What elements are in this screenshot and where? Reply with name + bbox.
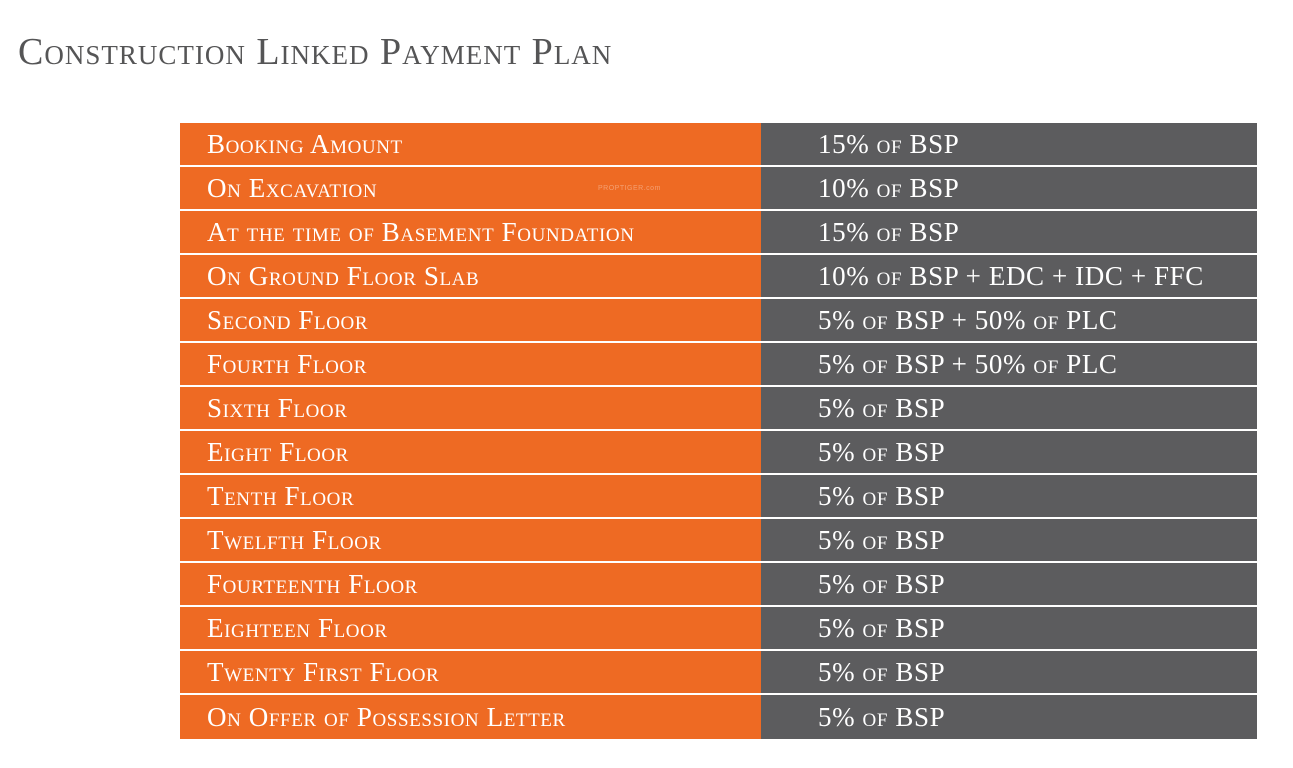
payment-cell: 5% of BSP bbox=[761, 606, 1257, 650]
stage-cell: Twelfth Floor bbox=[180, 518, 761, 562]
payment-cell: 15% of BSP bbox=[761, 210, 1257, 254]
stage-cell: Eighteen Floor bbox=[180, 606, 761, 650]
payment-plan-table bbox=[180, 123, 1257, 739]
payment-cell: 5% of BSP bbox=[761, 562, 1257, 606]
payment-cell: 5% of BSP + 50% of PLC bbox=[761, 298, 1257, 342]
stage-cell: Sixth Floor bbox=[180, 386, 761, 430]
table-row bbox=[180, 474, 1257, 518]
payment-cell: 5% of BSP + 50% of PLC bbox=[761, 342, 1257, 386]
table-row bbox=[180, 123, 1257, 166]
payment-cell: 5% of BSP bbox=[761, 430, 1257, 474]
stage-cell: Tenth Floor bbox=[180, 474, 761, 518]
table-row bbox=[180, 694, 1257, 739]
payment-cell: 5% of BSP bbox=[761, 518, 1257, 562]
stage-cell: Twenty First Floor bbox=[180, 650, 761, 694]
stage-cell: Second Floor bbox=[180, 298, 761, 342]
payment-cell: 5% of BSP bbox=[761, 386, 1257, 430]
table-row bbox=[180, 562, 1257, 606]
stage-cell: At the time of Basement Foundation bbox=[180, 210, 761, 254]
payment-plan-rows bbox=[180, 123, 1257, 739]
payment-cell: 10% of BSP bbox=[761, 166, 1257, 210]
stage-cell: On Excavation bbox=[180, 166, 761, 210]
stage-cell: Booking Amount bbox=[180, 123, 761, 166]
stage-cell: On Ground Floor Slab bbox=[180, 254, 761, 298]
table-row bbox=[180, 606, 1257, 650]
stage-cell: Eight Floor bbox=[180, 430, 761, 474]
payment-cell: 5% of BSP bbox=[761, 694, 1257, 739]
table-row bbox=[180, 210, 1257, 254]
table-row bbox=[180, 342, 1257, 386]
stage-cell: Fourteenth Floor bbox=[180, 562, 761, 606]
stage-cell: Fourth Floor bbox=[180, 342, 761, 386]
stage-cell: On Offer of Possession Letter bbox=[180, 694, 761, 739]
payment-cell: 10% of BSP + EDC + IDC + FFC bbox=[761, 254, 1257, 298]
table-row bbox=[180, 430, 1257, 474]
table-row bbox=[180, 298, 1257, 342]
payment-cell: 5% of BSP bbox=[761, 650, 1257, 694]
table-row bbox=[180, 386, 1257, 430]
table-row bbox=[180, 254, 1257, 298]
table-row bbox=[180, 518, 1257, 562]
table-row bbox=[180, 650, 1257, 694]
table-row bbox=[180, 166, 1257, 210]
payment-cell: 15% of BSP bbox=[761, 123, 1257, 166]
watermark: PROPTIGER.com bbox=[598, 185, 661, 192]
payment-cell: 5% of BSP bbox=[761, 474, 1257, 518]
page-title: Construction Linked Payment Plan bbox=[18, 31, 613, 73]
